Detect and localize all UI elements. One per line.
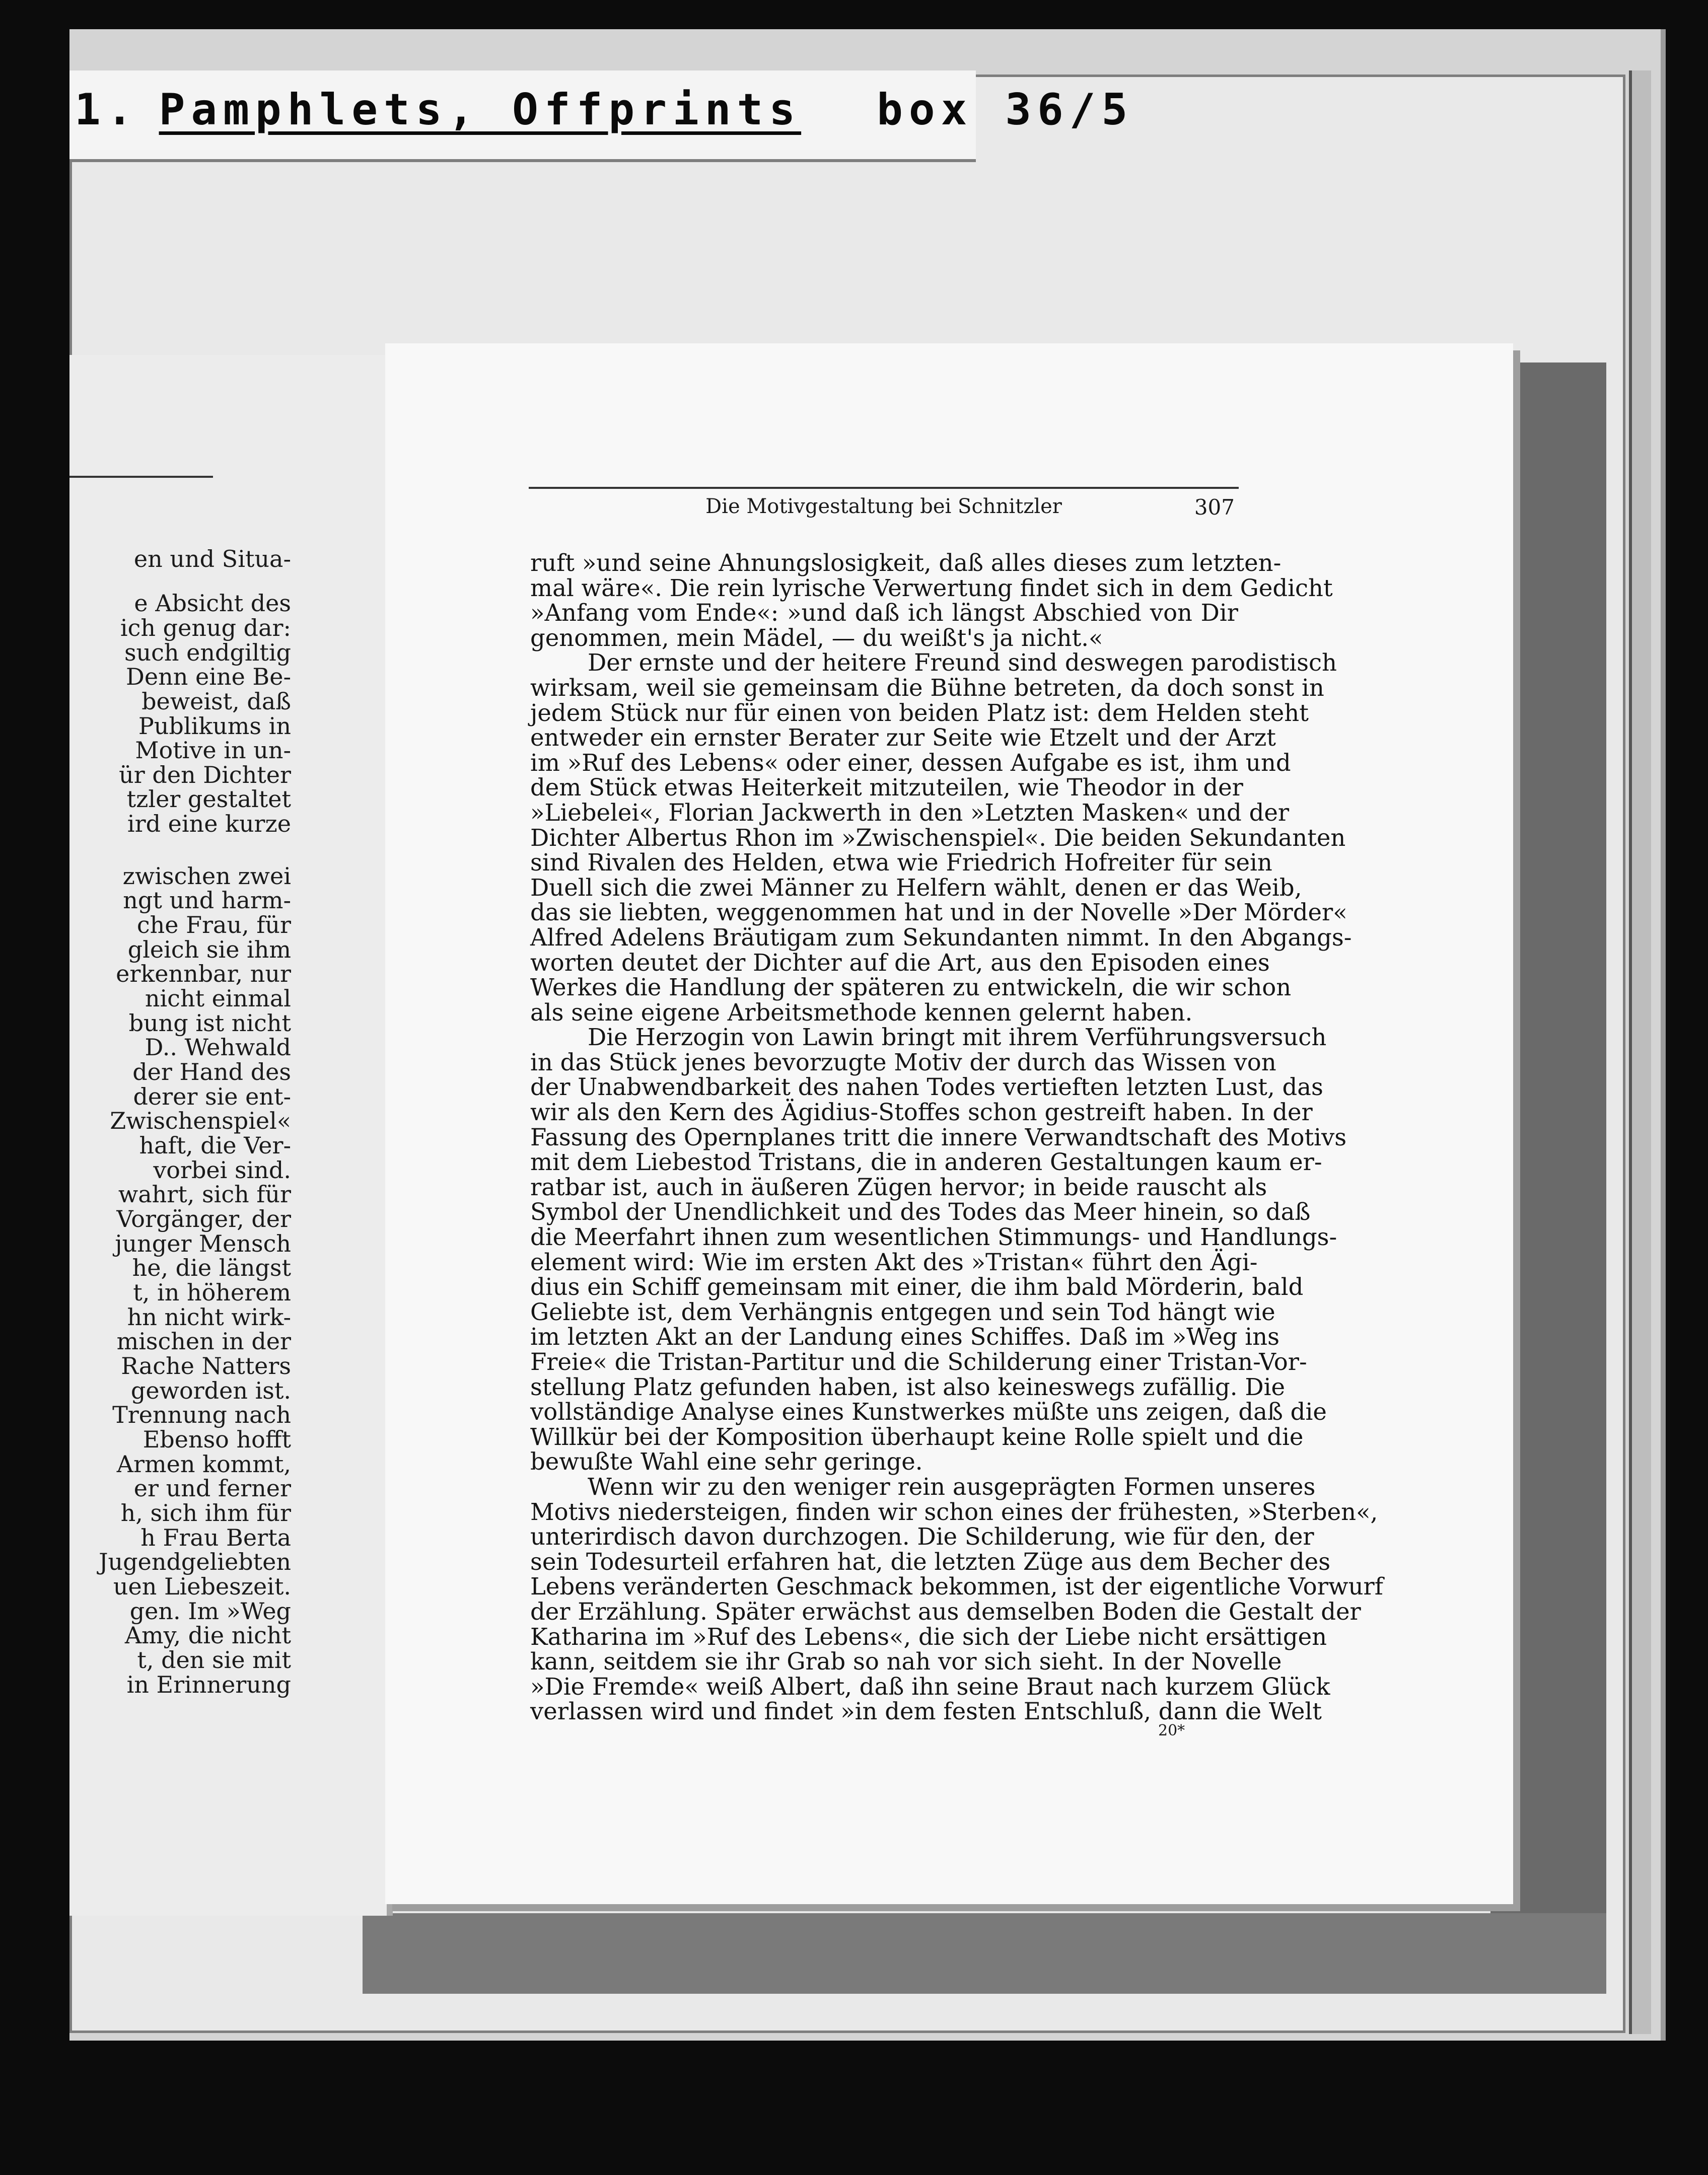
left-page-text-fragment: such endgiltig (124, 639, 291, 666)
text-line: mit dem Liebestod Tristans, die in anderen Gestaltungen kaum er- (530, 1148, 1322, 1176)
text-line: der Erzählung. Später erwächst aus demselben Boden die Gestalt der (530, 1598, 1361, 1625)
text-line: Motivs niedersteigen, finden wir schon eines der frühesten, »Sterben«, (530, 1498, 1378, 1526)
text-line: Geliebte ist, dem Verhängnis entgegen und sein Tod hängt wie (530, 1298, 1275, 1326)
text-line: sein Todesurteil erfahren hat, die letzten Züge aus dem Becher des (530, 1548, 1331, 1575)
text-line: Werkes die Handlung der späteren zu entwickeln, die wir schon (530, 974, 1292, 1001)
text-line: Willkür bei der Komposition überhaupt keine Rolle spielt und die (530, 1423, 1304, 1451)
text-line: mal wäre«. Die rein lyrische Verwertung findet sich in dem Gedicht (530, 574, 1333, 602)
text-line: Die Herzogin von Lawin bringt mit ihrem Verführungsversuch (588, 1024, 1327, 1051)
left-page-text-fragment: he, die längst (132, 1254, 291, 1281)
text-line: wirksam, weil sie gemeinsam die Bühne betreten, da doch sonst in (530, 674, 1324, 701)
left-page-text-fragment: Ebenso hofft (143, 1426, 291, 1453)
text-line: genommen, mein Mädel, — du weißt's ja nicht.« (530, 624, 1103, 651)
left-page-text-fragment: ich genug dar: (120, 614, 291, 641)
left-page-text-fragment: Vorgänger, der (116, 1205, 291, 1232)
text-line: ratbar ist, auch in äußeren Zügen hervor; in beide rauscht als (530, 1173, 1267, 1201)
text-line: »Liebelei«, Florian Jackwerth in den »Letzten Masken« und der (530, 799, 1290, 826)
left-page-text-fragment: erkennbar, nur (116, 960, 291, 987)
left-page-text-fragment: zwischen zwei (122, 862, 291, 890)
text-line: wir als den Kern des Ägidius-Stoffes schon gestreift haben. In der (530, 1099, 1313, 1126)
text-line: dius ein Schiff gemeinsam mit einer, die ihm bald Mörderin, bald (530, 1273, 1304, 1301)
left-page-text-fragment: ird eine kurze (127, 810, 291, 837)
text-line: Dichter Albertus Rhon im »Zwischenspiel«. Die beiden Sekundanten (530, 824, 1346, 851)
left-page-text-fragment: der Hand des (132, 1058, 291, 1085)
text-line: dem Stück etwas Heiterkeit mitzuteilen, wie Theodor in der (530, 774, 1243, 802)
left-page-text-fragment: h, sich ihm für (120, 1499, 291, 1527)
text-line: jedem Stück nur für einen von beiden Platz ist: dem Helden steht (530, 699, 1309, 727)
running-head (529, 487, 1239, 525)
left-page-text-fragment: gen. Im »Weg (129, 1598, 291, 1625)
label-number: 1. (75, 85, 139, 135)
text-line: Wenn wir zu den weniger rein ausgeprägten Formen unseres (588, 1473, 1316, 1500)
page-shadow-bottom (363, 1913, 1606, 1994)
text-line: entweder ein ernster Berater zur Seite wie Etzelt und der Arzt (530, 724, 1276, 752)
printer-signature: 20* (1158, 1722, 1185, 1739)
left-page-text-fragment: vorbei sind. (153, 1156, 291, 1184)
left-page-text-fragment: wahrt, sich für (118, 1181, 291, 1208)
left-page-text-fragment: h Frau Berta (140, 1524, 291, 1551)
text-line: Freie« die Tristan-Partitur und die Schilderung einer Tristan-Vor- (530, 1348, 1307, 1375)
label-box: box 36/5 (877, 85, 1134, 135)
text-line: Fassung des Opernplanes tritt die innere Verwandtschaft des Motivs (530, 1123, 1347, 1151)
left-page-text-fragment: haft, die Ver- (139, 1132, 291, 1159)
text-line: der Unabwendbarkeit des nahen Todes vertieften letzten Lust, das (530, 1073, 1323, 1101)
left-page-text-fragment: junger Mensch (115, 1230, 291, 1257)
left-page-text-fragment: er und ferner (133, 1475, 291, 1502)
text-line: vollständige Analyse eines Kunstwerkes müßte uns zeigen, daß die (530, 1398, 1327, 1426)
left-page-text-fragment: mischen in der (116, 1328, 291, 1355)
text-line: »Die Fremde« weiß Albert, daß ihn seine Braut nach kurzem Glück (530, 1673, 1330, 1700)
text-line: ruft »und seine Ahnungslosigkeit, daß alles dieses zum letzten- (530, 549, 1282, 576)
left-page-text-fragment: gleich sie ihm (127, 936, 291, 963)
left-page-rule (69, 476, 213, 478)
text-line: worten deutet der Dichter auf die Art, aus den Episoden eines (530, 949, 1270, 976)
left-page-text-fragment: hn nicht wirk- (127, 1303, 291, 1331)
text-line: Katharina im »Ruf des Lebens«, die sich der Liebe nicht ersättigen (530, 1623, 1327, 1650)
left-page-text-fragment: Amy, die nicht (124, 1622, 291, 1649)
text-line: »Anfang vom Ende«: »und daß ich längst Abschied von Dir (530, 599, 1238, 627)
text-line: stellung Platz gefunden haben, ist also keineswegs zufällig. Die (530, 1373, 1286, 1401)
left-page-text-fragment: tzler gestaltet (126, 785, 291, 813)
label-title: Pamphlets, Offprints (159, 85, 802, 135)
left-page-text-fragment: ngt und harm- (123, 887, 291, 914)
document-page (385, 343, 1513, 1904)
text-line: verlassen wird und findet »in dem festen Entschluß, dann die Welt (530, 1698, 1322, 1725)
left-page-text-fragment: geworden ist. (130, 1377, 291, 1404)
text-line: im letzten Akt an der Landung eines Schiffes. Daß im »Weg ins (530, 1323, 1279, 1351)
text-line: als seine eigene Arbeitsmethode kennen gelernt haben. (530, 998, 1193, 1026)
left-page-text-fragment: D.. Wehwald (145, 1034, 291, 1061)
text-line: sind Rivalen des Helden, etwa wie Friedrich Hofreiter für sein (530, 849, 1272, 877)
left-page-text-fragment: che Frau, für (136, 911, 291, 938)
body-text (530, 549, 1383, 1725)
left-page-text-fragment: in Erinnerung (126, 1671, 291, 1698)
text-line: kann, seitdem sie ihr Grab so nah vor sich sieht. In der Novelle (530, 1648, 1282, 1676)
left-page-text-fragment: Rache Natters (121, 1352, 291, 1380)
left-page-text-fragment: Publikums in (138, 712, 291, 740)
left-page-text-fragment: Trennung nach (112, 1401, 291, 1428)
text-line: unterirdisch davon durchzogen. Die Schilderung, wie für den, der (530, 1523, 1314, 1551)
left-page-text-fragment: t, in höherem (133, 1279, 291, 1306)
text-line: element wird: Wie im ersten Akt des »Tristan« führt den Ägi- (530, 1248, 1258, 1276)
board-edge (1629, 70, 1651, 2034)
left-page-text-fragment: Motive in un- (135, 737, 291, 764)
left-page-text-fragment: derer sie ent- (133, 1083, 291, 1110)
text-line: Duell sich die zwei Männer zu Helfern wählt, denen er das Weib, (530, 874, 1302, 901)
archive-label (75, 85, 1133, 145)
text-line: Symbol der Unendlichkeit und des Todes das Meer hinein, so daß (530, 1198, 1311, 1226)
text-line: im »Ruf des Lebens« oder einer, dessen Aufgabe es ist, ihm und (530, 749, 1291, 776)
text-line: in das Stück jenes bevorzugte Motiv der durch das Wissen von (530, 1048, 1276, 1076)
left-page-fragment (69, 355, 393, 1916)
left-page-text-fragment: bung ist nicht (128, 1009, 291, 1037)
left-page-text-fragment: ür den Dichter (119, 761, 291, 788)
text-line: das sie liebten, weggenommen hat und in der Novelle »Der Mörder« (530, 899, 1347, 926)
text-line: Alfred Adelens Bräutigam zum Sekundanten nimmt. In den Abgangs- (530, 923, 1352, 951)
left-page-text-fragment: Armen kommt, (116, 1451, 291, 1478)
text-line: die Meerfahrt ihnen zum wesentlichen Stimmungs- und Handlungs- (530, 1223, 1337, 1251)
running-head-title: Die Motivgestaltung bei Schnitzler (705, 495, 1062, 518)
left-page-text-fragment: en und Situa- (133, 545, 291, 572)
left-page-text-fragment: Denn eine Be- (126, 663, 291, 690)
left-page-text-fragment: nicht einmal (145, 985, 291, 1012)
left-page-text-fragment: uen Liebeszeit. (113, 1573, 291, 1600)
left-page-text-fragment: Jugendgeliebten (99, 1548, 291, 1575)
left-page-text-fragment: e Absicht des (134, 590, 291, 617)
left-page-text-fragment: t, den sie mit (137, 1646, 291, 1674)
text-line: Lebens veränderten Geschmack bekommen, ist der eigentliche Vorwurf (530, 1573, 1383, 1601)
left-page-text-fragment: Zwischenspiel« (110, 1107, 291, 1134)
text-line: Der ernste und der heitere Freund sind deswegen parodistisch (588, 649, 1337, 677)
text-line: bewußte Wahl eine sehr geringe. (530, 1448, 923, 1476)
left-page-text-fragment: beweist, daß (141, 688, 291, 715)
page-number: 307 (1194, 495, 1235, 520)
